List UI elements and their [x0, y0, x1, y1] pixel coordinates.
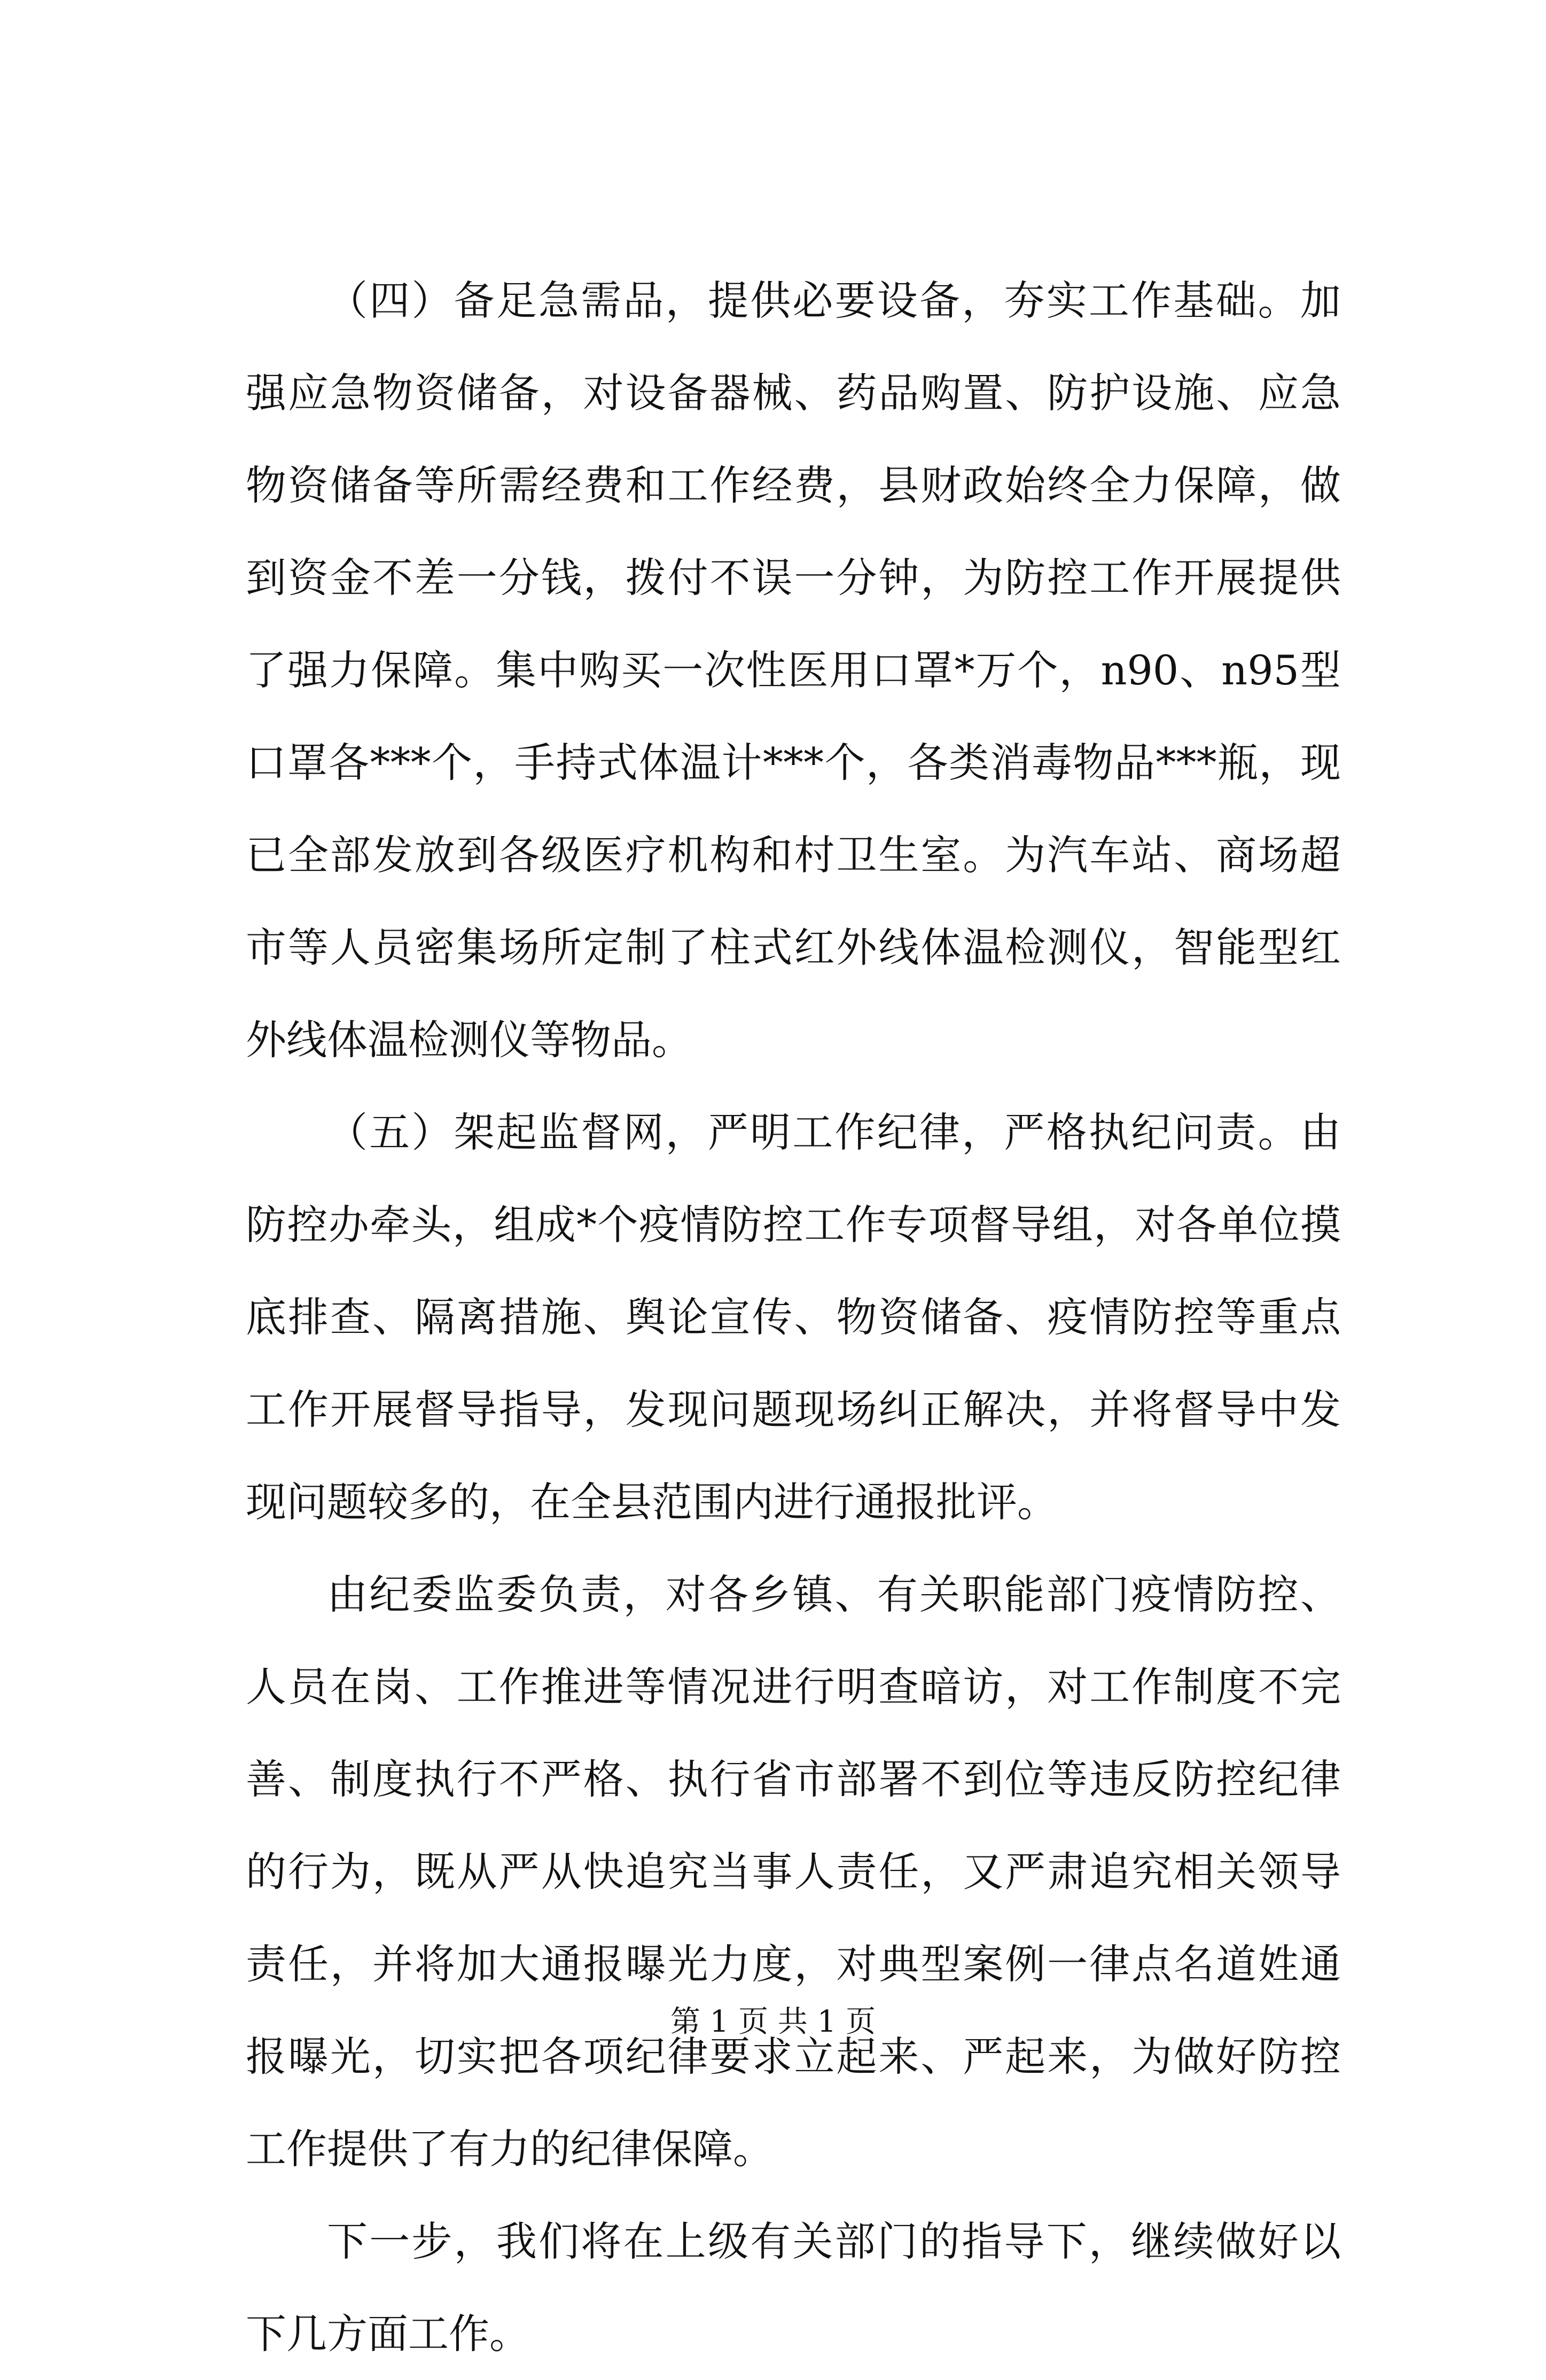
document-body	[246, 254, 1341, 2380]
paragraph-discipline: 由纪委监委负责，对各乡镇、有关职能部门疫情防控、人员在岗、工作推进等情况进行明查暗访，对工作制度不完善、制度执行不严格、执行省市部署不到位等违反防控纪律的行为，既从严从快追究当事人责任，又严肃追究相关领导责任，并将加大通报曝光力度，对典型案例一律点名道姓通报曝光，切实把各项纪律要求立起来、严起来，为做好防控工作提供了有力的纪律保障。	[246, 1571, 1341, 2173]
paragraph-5-supervision: （五）架起监督网，严明工作纪律，严格执纪问责。由防控办牵头，组成*个疫情防控工作专项督导组，对各单位摸底排查、隔离措施、舆论宣传、物资储备、疫情防控等重点工作开展督导指导，发现问题现场纠正解决，并将督导中发现问题较多的，在全县范围内进行通报批评。	[246, 1109, 1341, 1526]
page-footer: 第 1 页 共 1 页	[670, 2004, 876, 2039]
paragraph-4-supplies: （四）备足急需品，提供必要设备，夯实工作基础。加强应急物资储备，对设备器械、药品购置、防护设施、应急物资储备等所需经费和工作经费，县财政始终全力保障，做到资金不差一分钱，拨付不误一分钟，为防控工作开展提供了强力保障。集中购买一次性医用口罩*万个，n90、n95型口罩各***个，手持式体温计***个，各类消毒物品***瓶，现已全部发放到各级医疗机构和村卫生室。为汽车站、商场超市等人员密集场所定制了柱式红外线体温检测仪，智能型红外线体温检测仪等物品。	[246, 277, 1341, 1064]
paragraph-next-steps: 下一步，我们将在上级有关部门的指导下，继续做好以下几方面工作。	[246, 2218, 1341, 2358]
